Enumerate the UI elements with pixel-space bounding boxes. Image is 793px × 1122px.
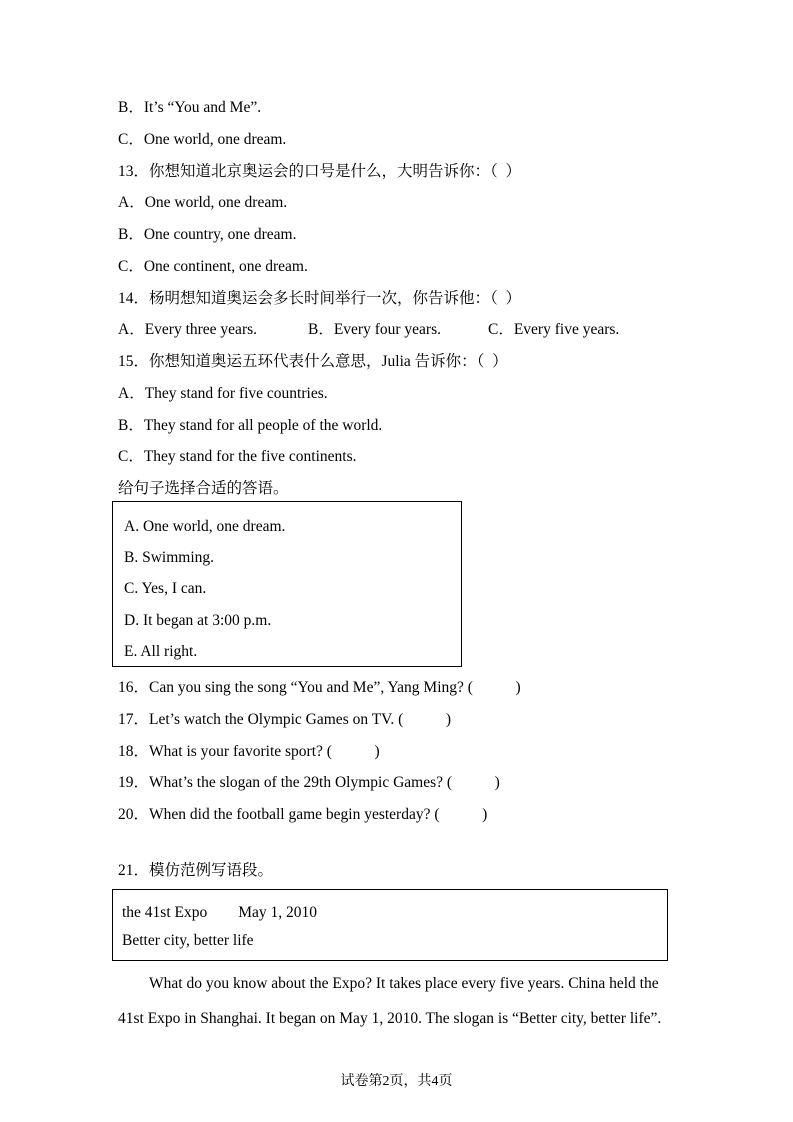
question-12-option-c: C．One world, one dream. <box>118 130 287 148</box>
answer-box-item-d: D. It began at 3:00 p.m. <box>124 611 272 629</box>
question-15-stem: 15．你想知道奥运五环代表什么意思，Julia 告诉你：（ ） <box>118 353 508 370</box>
example-prompt-box <box>112 889 668 961</box>
model-paragraph: What do you know about the Expo? It takes place every five years. China held the 41st Expo in Shanghai. It began on May 1, 2010. The slogan is “Better city, better life”. <box>118 975 662 1027</box>
answer-box-item-c: C. Yes, I can. <box>124 580 207 598</box>
question-14-options-row <box>118 314 757 346</box>
question-12-option-b: B．It’s “You and Me”. <box>118 99 262 116</box>
question-14-stem: 14．杨明想知道奥运会多长时间举行一次，你告诉他：（ ） <box>118 289 522 307</box>
answer-options-box <box>112 501 462 667</box>
question-19: 19．What’s the slogan of the 29th Olympic Games? ( ) <box>118 774 500 792</box>
answer-box-item-e: E. All right. <box>124 642 198 660</box>
question-14-option-a: A．Every three years. <box>118 321 258 339</box>
section-instruction: 给句子选择合适的答语。 <box>118 480 289 497</box>
answer-box-item-b: B. Swimming. <box>124 549 215 567</box>
example-box-line2: Better city, better life <box>122 932 254 949</box>
question-21-instruction: 21．模仿范例写语段。 <box>118 862 274 879</box>
question-13-stem: 13．你想知道北京奥运会的口号是什么，大明告诉你：（ ） <box>118 162 522 180</box>
question-20: 20．When did the football game begin yesterday? ( ) <box>118 806 488 823</box>
question-15-option-c: C．They stand for the five continents. <box>118 448 357 466</box>
question-15-option-a: A．They stand for five countries. <box>118 384 328 402</box>
page-footer: 试卷第2页，共4页 <box>340 1074 453 1089</box>
question-13-option-c: C．One continent, one dream. <box>118 257 308 275</box>
example-box-line1: the 41st Expo May 1, 2010 <box>122 904 318 921</box>
questions-block-matching <box>118 672 757 831</box>
question-18: 18．What is your favorite sport? ( ) <box>118 742 380 760</box>
question-16: 16．Can you sing the song “You and Me”, Yang Ming? ( ) <box>118 679 521 696</box>
question-14-option-b: B．Every four years. <box>308 321 441 339</box>
question-13-option-a: A．One world, one dream. <box>118 194 288 212</box>
question-15-option-b: B．They stand for all people of the world. <box>118 416 383 434</box>
question-13-option-b: B．One country, one dream. <box>118 226 297 243</box>
questions-block-top <box>118 92 757 505</box>
question-17: 17．Let’s watch the Olympic Games on TV. ( ) <box>118 710 452 728</box>
question-14-option-c: C．Every five years. <box>488 321 620 339</box>
answer-box-item-a: A. One world, one dream. <box>124 518 286 535</box>
